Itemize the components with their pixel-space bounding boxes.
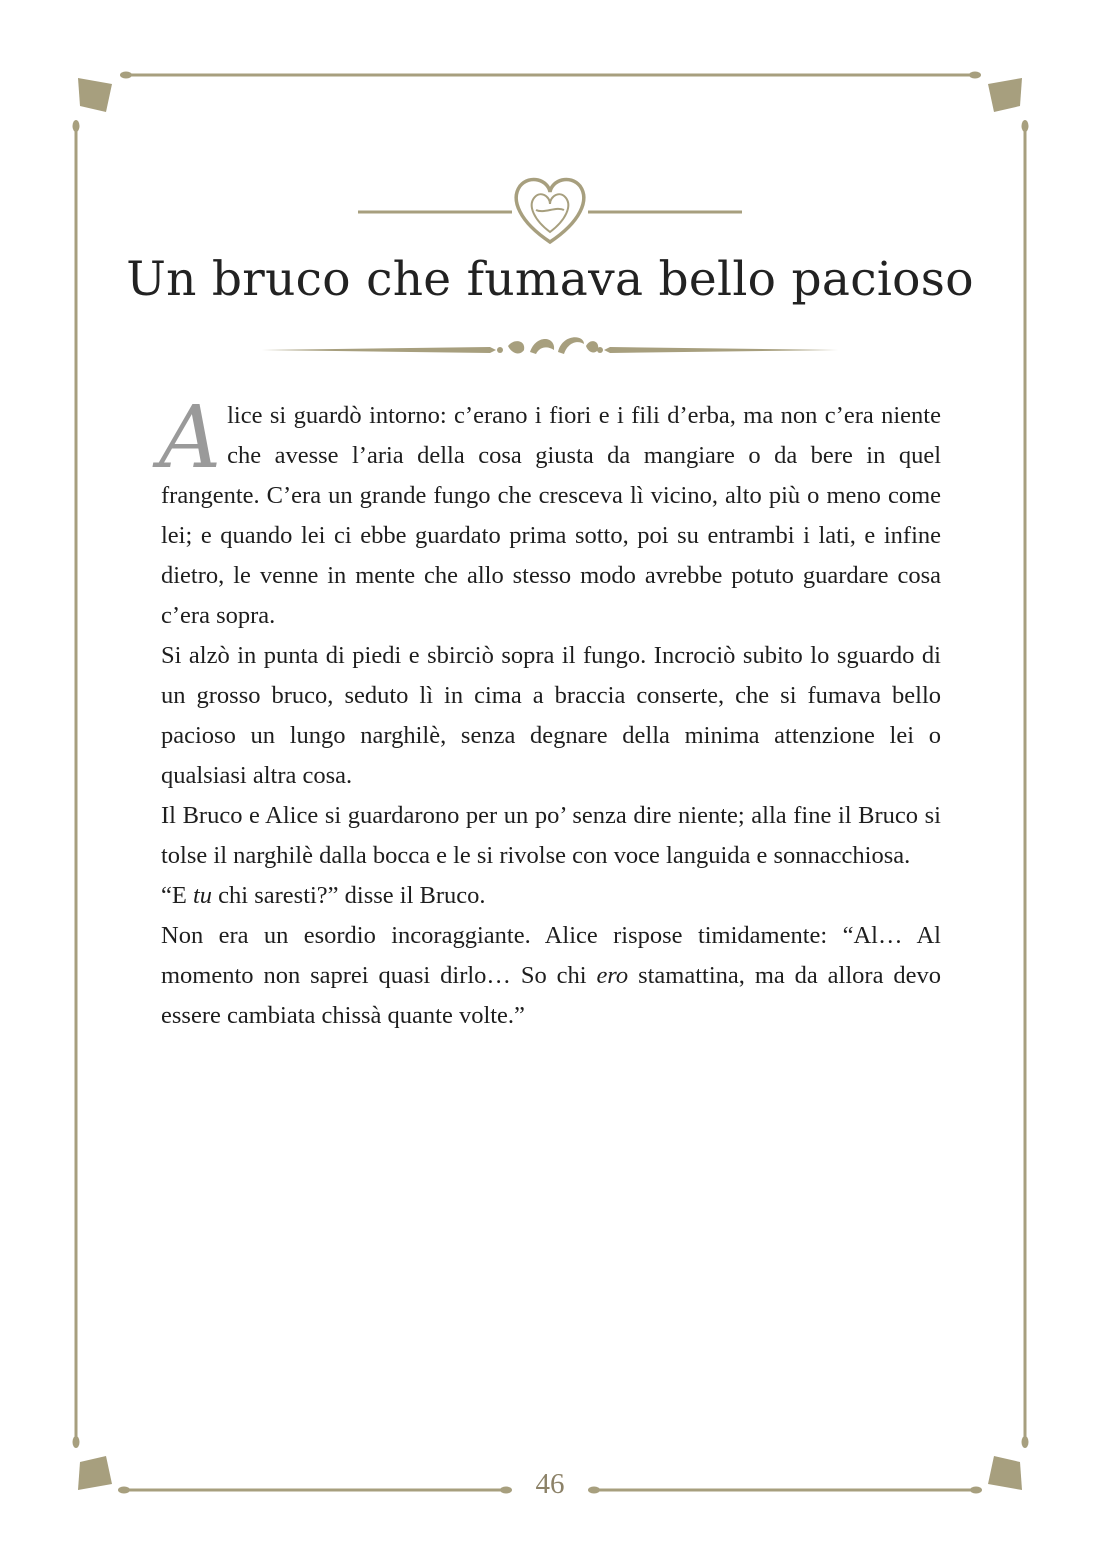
paragraph-2: Si alzò in punta di piedi e sbirciò sopra il fungo. Incrociò subito lo sguardo di un grosso bruco, seduto lì in cima a braccia conserte, che si fumava bello pacioso un lungo narghilè, senza degnare della minima attenzione lei o qualsiasi altra cosa. [161, 642, 941, 789]
corner-ornament-bottom-right [988, 1456, 1022, 1490]
chapter-body [159, 388, 941, 1036]
paragraph-1: Alice si guardò intorno: c’erano i fiori e i fili d’erba, ma non c’era niente che avesse l’aria della cosa giusta da mangiare o da bere in quel frangente. C’era un grande fungo che cresceva lì vicino, alto più o meno come lei; e quando lei ci ebbe guardato prima sotto, poi su entrambi i lati, e infine dietro, le venne in mente che allo stesso modo avrebbe potuto guardare cosa c’era sopra. [159, 388, 941, 629]
flourish-divider [262, 337, 838, 354]
paragraph-3: Il Bruco e Alice si guardarono per un po’ senza dire niente; alla fine il Bruco si tolse il narghilè dalla bocca e le si rivolse con voce languida e sonnacchiosa. [161, 802, 941, 869]
paragraph-5: Non era un esordio incoraggiante. Alice rispose timidamente: “Al… Al momento non saprei quasi dirlo… So chi ero stamattina, ma da allora devo essere cambiata chissà quante volte.” [161, 922, 941, 1029]
drop-cap: A [159, 388, 222, 488]
paragraph-4: “E tu chi saresti?” disse il Bruco. [161, 882, 486, 909]
page-number: 46 [535, 1468, 565, 1500]
corner-ornament-top-left [78, 78, 112, 112]
corner-ornament-bottom-left [78, 1456, 112, 1490]
heart-ornament [358, 179, 742, 242]
corner-ornament-top-right [988, 78, 1022, 112]
chapter-title: Un bruco che fumava bello pacioso [126, 252, 974, 307]
